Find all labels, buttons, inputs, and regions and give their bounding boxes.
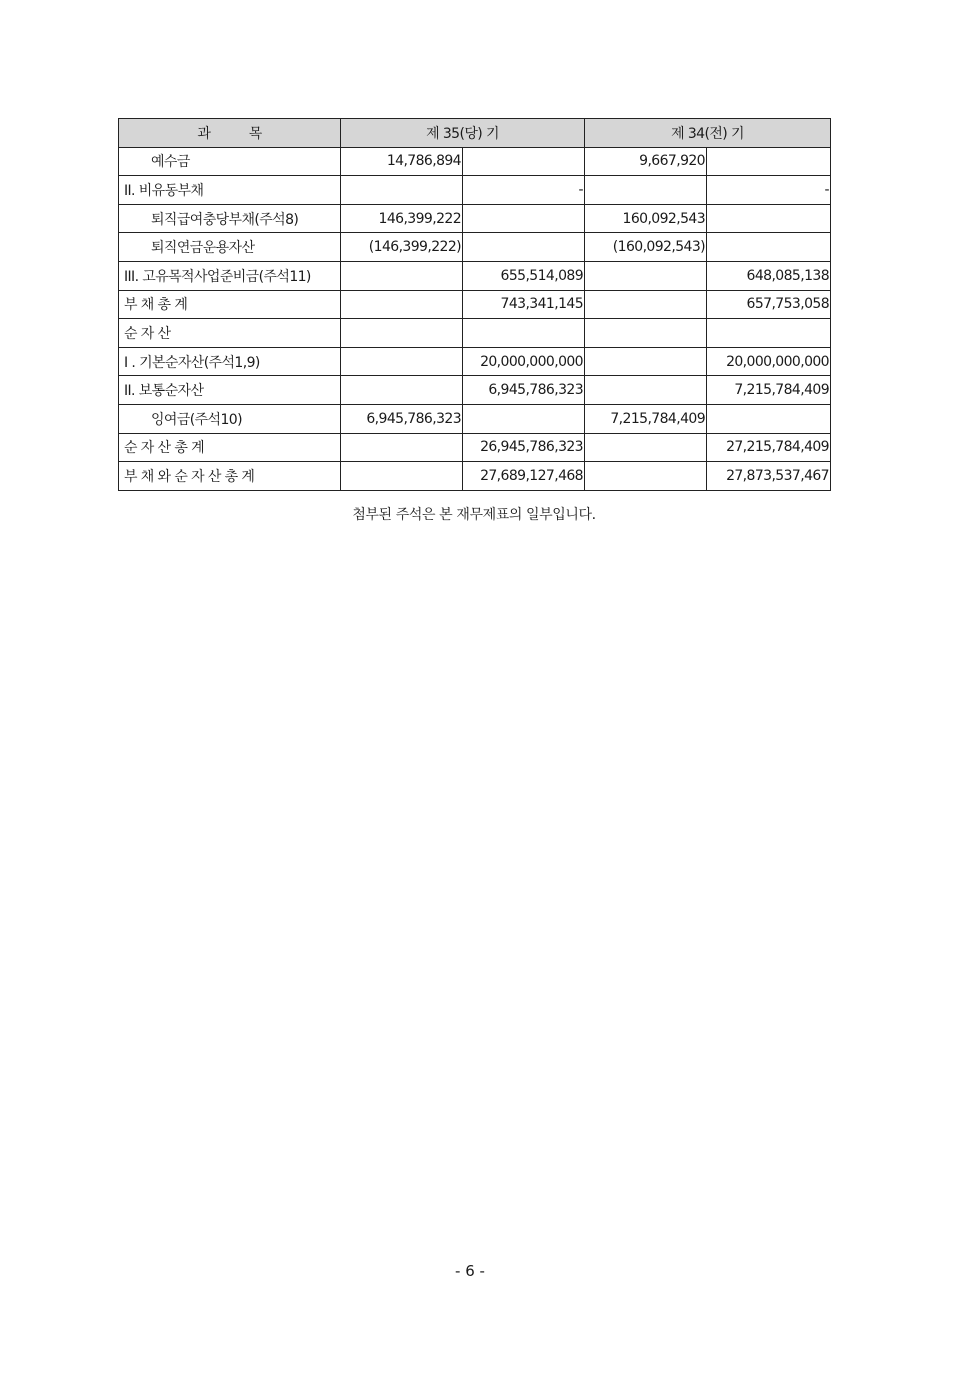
table-row [119,376,831,405]
prior-total-cell: - [707,176,831,205]
current-total-cell [463,233,585,262]
table-row [119,319,831,348]
current-detail-cell [341,261,463,290]
prior-total-cell [707,319,831,348]
prior-detail-cell: 9,667,920 [585,147,707,176]
current-total-cell [463,319,585,348]
current-total-cell: 20,000,000,000 [463,347,585,376]
table-row [119,404,831,433]
current-total-cell [463,147,585,176]
table-row [119,433,831,462]
prior-detail-cell [585,433,707,462]
prior-detail-cell [585,319,707,348]
prior-total-cell [707,147,831,176]
prior-detail-cell: 7,215,784,409 [585,404,707,433]
row-label: III. 고유목적사업준비금(주석11) [119,261,341,290]
current-total-cell [463,204,585,233]
prior-detail-cell: (160,092,543) [585,233,707,262]
prior-detail-cell [585,261,707,290]
prior-total-cell: 648,085,138 [707,261,831,290]
prior-detail-cell [585,347,707,376]
prior-detail-cell: 160,092,543 [585,204,707,233]
row-label: I . 기본순자산(주석1,9) [119,347,341,376]
row-label: 퇴직급여충당부채(주석8) [119,204,341,233]
prior-total-cell: 27,873,537,467 [707,462,831,491]
row-label: 잉여금(주석10) [119,404,341,433]
row-label: 부 채 총 계 [119,290,341,319]
row-label: 퇴직연금운용자산 [119,233,341,262]
current-detail-cell: 14,786,894 [341,147,463,176]
current-detail-cell [341,433,463,462]
current-total-cell: 655,514,089 [463,261,585,290]
prior-total-cell [707,204,831,233]
page-number: - 6 - [455,1262,485,1280]
current-detail-cell: (146,399,222) [341,233,463,262]
current-total-cell: - [463,176,585,205]
row-label: 순 자 산 [119,319,341,348]
current-detail-cell [341,347,463,376]
current-total-cell: 27,689,127,468 [463,462,585,491]
table-row [119,233,831,262]
current-detail-cell [341,290,463,319]
current-detail-cell: 146,399,222 [341,204,463,233]
prior-detail-cell [585,176,707,205]
balance-sheet-table [118,118,831,491]
current-total-cell: 743,341,145 [463,290,585,319]
table-header-row [119,119,831,148]
table-row [119,347,831,376]
prior-total-cell: 27,215,784,409 [707,433,831,462]
row-label: 부 채 와 순 자 산 총 계 [119,462,341,491]
prior-total-cell [707,233,831,262]
header-current-period: 제 35(당) 기 [341,119,585,148]
table-row [119,261,831,290]
table-row [119,204,831,233]
header-prior-period: 제 34(전) 기 [585,119,831,148]
prior-total-cell: 657,753,058 [707,290,831,319]
prior-total-cell [707,404,831,433]
footnote: 첨부된 주석은 본 재무제표의 일부입니다. [352,507,596,523]
row-label: 예수금 [119,147,341,176]
header-subject: 과 목 [119,119,341,148]
current-total-cell: 6,945,786,323 [463,376,585,405]
prior-detail-cell [585,376,707,405]
row-label: 순 자 산 총 계 [119,433,341,462]
current-detail-cell [341,319,463,348]
row-label: II. 보통순자산 [119,376,341,405]
prior-total-cell: 20,000,000,000 [707,347,831,376]
table-row [119,176,831,205]
table-row [119,462,831,491]
current-detail-cell [341,462,463,491]
row-label: II. 비유동부채 [119,176,341,205]
current-total-cell [463,404,585,433]
prior-detail-cell [585,462,707,491]
table-row [119,147,831,176]
current-total-cell: 26,945,786,323 [463,433,585,462]
table-row [119,290,831,319]
current-detail-cell [341,176,463,205]
prior-total-cell: 7,215,784,409 [707,376,831,405]
current-detail-cell [341,376,463,405]
prior-detail-cell [585,290,707,319]
current-detail-cell: 6,945,786,323 [341,404,463,433]
